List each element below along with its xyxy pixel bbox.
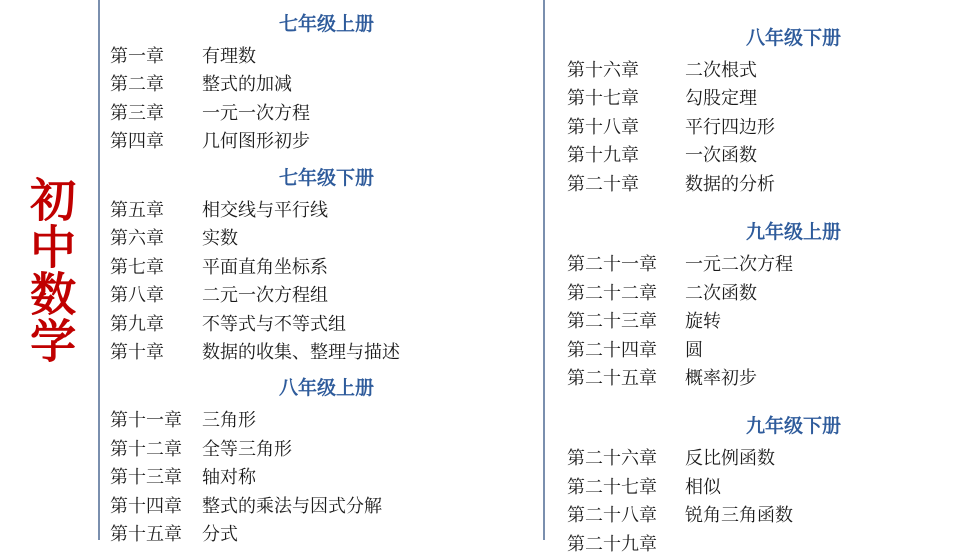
chapter-number: 第十章 bbox=[110, 341, 164, 362]
list-item bbox=[567, 530, 960, 558]
list-item bbox=[110, 338, 543, 366]
chapter-title: 相似 bbox=[685, 476, 721, 497]
chapter-number: 第二章 bbox=[110, 74, 164, 95]
list-item bbox=[567, 250, 960, 278]
chapter-title: 数据的收集、整理与描述 bbox=[202, 341, 400, 362]
list-item bbox=[110, 281, 543, 309]
list-item bbox=[567, 56, 960, 84]
list-item bbox=[567, 84, 960, 112]
chapter-title: 平面直角坐标系 bbox=[202, 256, 328, 277]
chapter-title: 轴对称 bbox=[202, 467, 256, 488]
section-grade7-vol2 bbox=[110, 160, 543, 367]
chapter-number: 第二十章 bbox=[567, 173, 639, 194]
section-grade7-vol1 bbox=[110, 6, 543, 156]
chapter-title: 分式 bbox=[202, 524, 238, 545]
list-item bbox=[567, 307, 960, 335]
section-title: 七年级上册 bbox=[278, 14, 374, 35]
section-grade8-vol1 bbox=[110, 370, 543, 548]
chapter-number: 第十八章 bbox=[567, 116, 639, 137]
list-item bbox=[110, 224, 543, 252]
chapter-title: 锐角三角函数 bbox=[685, 505, 793, 526]
chapter-title: 实数 bbox=[202, 228, 238, 249]
chapter-number: 第十四章 bbox=[110, 495, 182, 516]
chapter-title: 三角形 bbox=[202, 410, 256, 431]
chapter-number: 第六章 bbox=[110, 228, 164, 249]
list-item bbox=[110, 99, 543, 127]
chapter-number: 第一章 bbox=[110, 46, 164, 66]
section-title: 九年级下册 bbox=[745, 416, 841, 438]
chapter-number: 第十六章 bbox=[567, 60, 639, 80]
section-title: 八年级下册 bbox=[745, 28, 841, 49]
chapter-number: 第十九章 bbox=[567, 145, 639, 166]
chapter-number: 第三章 bbox=[110, 102, 164, 123]
chapter-title: 整式的加减 bbox=[202, 74, 292, 95]
chapter-title: 数据的分析 bbox=[685, 173, 775, 194]
section-title: 八年级上册 bbox=[278, 378, 374, 400]
chapter-title: 平行四边形 bbox=[685, 116, 775, 137]
spacer bbox=[567, 396, 960, 408]
title-panel bbox=[0, 0, 100, 540]
list-item bbox=[110, 463, 543, 491]
list-item bbox=[567, 501, 960, 529]
list-item bbox=[567, 473, 960, 501]
chapter-number: 第十一章 bbox=[110, 410, 182, 431]
chapter-number: 第九章 bbox=[110, 313, 164, 334]
list-item bbox=[110, 127, 543, 155]
chapter-title: 一元一次方程 bbox=[202, 102, 310, 123]
chapter-title: 圆 bbox=[685, 339, 703, 360]
chapter-title: 几何图形初步 bbox=[202, 131, 310, 152]
chapter-title: 相交线与平行线 bbox=[202, 199, 328, 220]
column-left bbox=[100, 0, 545, 545]
spacer bbox=[567, 202, 960, 214]
list-item bbox=[567, 444, 960, 472]
chapter-number: 第二十二章 bbox=[567, 282, 657, 303]
chapter-number: 第四章 bbox=[110, 131, 164, 152]
chapter-title: 二次根式 bbox=[685, 60, 757, 80]
section-grade8-vol2 bbox=[567, 20, 960, 198]
chapter-number: 第二十五章 bbox=[567, 367, 657, 388]
list-item bbox=[110, 253, 543, 281]
chapter-number: 第七章 bbox=[110, 256, 164, 277]
chapter-number: 第十五章 bbox=[110, 524, 182, 545]
chapter-title: 反比例函数 bbox=[685, 448, 775, 469]
page-title: 初中数学 bbox=[24, 176, 76, 364]
list-item bbox=[567, 279, 960, 307]
spacer bbox=[567, 6, 960, 20]
list-item bbox=[567, 364, 960, 392]
chapter-title: 一元二次方程 bbox=[685, 254, 793, 275]
chapter-number: 第十二章 bbox=[110, 438, 182, 459]
chapter-title: 整式的乘法与因式分解 bbox=[202, 495, 382, 516]
list-item bbox=[110, 196, 543, 224]
chapter-number: 第八章 bbox=[110, 285, 164, 306]
list-item bbox=[567, 141, 960, 169]
chapter-number: 第二十四章 bbox=[567, 339, 657, 360]
list-item bbox=[110, 492, 543, 520]
column-right bbox=[545, 0, 960, 554]
chapter-number: 第二十三章 bbox=[567, 311, 657, 332]
chapter-number: 第二十七章 bbox=[567, 476, 657, 497]
list-item bbox=[110, 520, 543, 548]
section-grade9-vol2 bbox=[567, 408, 960, 558]
chapter-number: 第二十九章 bbox=[567, 533, 657, 554]
chapter-title: 二次函数 bbox=[685, 282, 757, 303]
section-title: 九年级上册 bbox=[745, 222, 841, 244]
section-grade9-vol1 bbox=[567, 214, 960, 392]
chapter-number: 第五章 bbox=[110, 199, 164, 220]
list-item bbox=[567, 336, 960, 364]
chapter-title: 有理数 bbox=[202, 46, 256, 66]
chapter-title: 概率初步 bbox=[685, 367, 757, 388]
chapter-number: 第二十八章 bbox=[567, 505, 657, 526]
chapter-number: 第十三章 bbox=[110, 467, 182, 488]
chapter-title: 勾股定理 bbox=[685, 88, 757, 109]
list-item bbox=[110, 42, 543, 70]
chapter-number: 第二十六章 bbox=[567, 448, 657, 469]
chapter-title: 不等式与不等式组 bbox=[202, 313, 346, 334]
chapter-number: 第十七章 bbox=[567, 88, 639, 109]
chapter-title: 二元一次方程组 bbox=[202, 285, 328, 306]
list-item bbox=[110, 310, 543, 338]
list-item bbox=[110, 70, 543, 98]
list-item bbox=[110, 406, 543, 434]
chapter-title: 一次函数 bbox=[685, 145, 757, 166]
list-item bbox=[567, 170, 960, 198]
list-item bbox=[110, 435, 543, 463]
chapter-title: 全等三角形 bbox=[202, 438, 292, 459]
section-title: 七年级下册 bbox=[278, 167, 374, 189]
chapter-number: 第二十一章 bbox=[567, 254, 657, 275]
chapter-title: 旋转 bbox=[685, 311, 721, 332]
list-item bbox=[567, 113, 960, 141]
